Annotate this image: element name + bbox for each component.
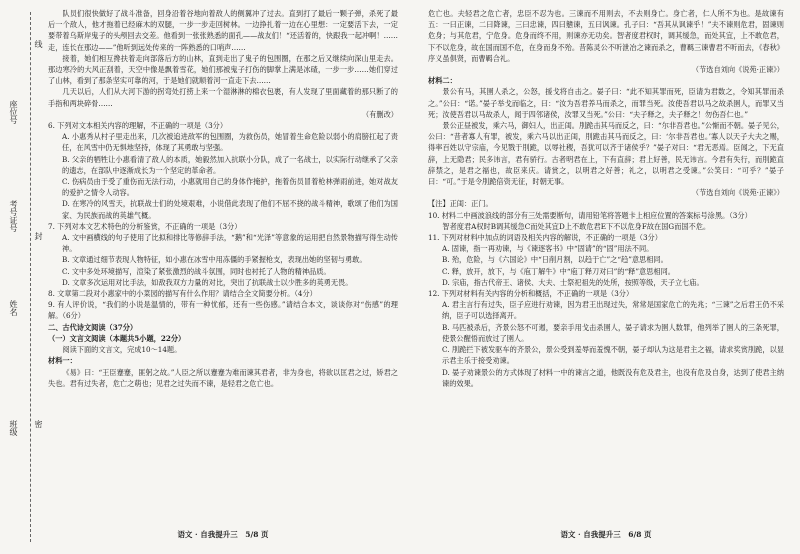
section-heading: 二、古代诗文阅读（37分）	[48, 322, 138, 332]
seal-char-2: 封	[34, 232, 43, 240]
q12-option-a: A. 君主言行有过失，臣子应进行劝谏，因为君王出现过失，常常是国家危亡的先兆；“三谏”之后君王仍不采纳，臣子可以选择离开。	[442, 300, 784, 321]
story-paragraph-2: 接着，她们相互搀扶着走向部落后方的山林，直到走出了鬼子的包围圈，在那之后又继续向深山里走去。那边寒冷的大风正刮着，天空中像是飘着雪花，她们那被鬼子打伤的脚掌上满是冰碴，一步一步……她们穿过了山林，看到了那条坚实可靠的河，于是她们就顺着河一直走下去……	[48, 53, 398, 86]
name-label: 姓名	[9, 300, 18, 316]
page-5	[48, 8, 398, 540]
q12-option-d: D. 晏子劝谏景公的方式体现了材料一中的谏言之道，他既没有危及君主，也没有危及自身，达到了使君主纳谏的效果。	[442, 367, 784, 388]
seal-line	[30, 12, 31, 542]
question-12: 12. 下列对材料有关内容的分析和概括，不正确的一项是（3分）	[428, 289, 634, 299]
q11-option-d: D. 宗庙，指古代帝王、诸侯、大夫、士祭祀祖先的处所，按照等级，天子立七庙。	[442, 277, 704, 287]
source-2: （节选自刘向《说苑·正谏》）	[691, 188, 784, 198]
q12-option-b: B. 马匹被杀后，齐景公怒不可遏，要亲手用戈击杀圉人，晏子请求为圉人数罪，他列举了圉人的三条死罪，使景公醒悟而放过了圉人。	[442, 322, 784, 343]
question-6: 6. 下列对文本相关内容的理解，不正确的一项是（3分）	[48, 121, 228, 131]
question-10: 10. 材料二中画波浪线的部分有三处需要断句，请用铅笔将答题卡上相应位置的答案标号涂黑。（3分）	[428, 210, 752, 220]
question-10-text: 智者度君A权时B调其缓急C而处其宜D上不敢危君E下不以危身F故在国G而国不危。	[442, 221, 711, 231]
q6-option-d: D. 在寒冷的风雪天，抗联战士们的处境艰难，小说借此表现了他们不屈不挠的战斗精神，歌颂了他们为国家、为民族而战的英雄气概。	[62, 199, 398, 220]
reading-instruction: 阅读下面的文言文，完成10～14题。	[62, 345, 182, 355]
material-2-title: 材料二：	[428, 76, 457, 86]
story-paragraph-3: 几天以后，人们从大河下游的拐弯处打捞上来一个湿淋淋的棉衣包裹，有人发现了里面藏着的那只断了的手指和两块碎骨……	[48, 87, 398, 108]
q7-option-d: D. 文章多次运用对比手法，如敌我双方力量的对比，突出了抗联战士以少胜多的英勇无畏。	[62, 277, 353, 287]
material-1-paragraph: 《易》曰：“王臣蹇蹇，匪躬之故。”人臣之所以蹇蹇为难而谏其君者，非为身也，将欲以匡君之过，矫君之失也。君有过失者，危亡之萌也；见君之过失而不谏，是轻君之危亡也。	[48, 367, 398, 388]
question-8: 8. 文章第二段对小惠家中的小菜园的描写有什么作用？请结合全文简要分析。（4分）	[48, 289, 317, 299]
q7-option-b: B. 文章通过细节表现人物特征，如小惠在冰雪中用冻僵的手紧握枪支，表现出她的坚韧与勇敢。	[62, 255, 367, 265]
q11-option-a: A. 固谏，指一再劝谏，与《谏逐客书》中“固请”的“固”用法不同。	[442, 244, 654, 254]
exam-number-label: 考号证号	[9, 200, 18, 232]
class-label: 班级	[9, 420, 18, 436]
annotation-note: 【注】正闺：正门。	[428, 199, 493, 209]
seat-label: 座位号	[9, 100, 18, 124]
q6-option-b: B. 父亲的牺牲让小惠看清了敌人的本质，她毅然加入抗联小分队，成了一名战士，以实际行动继承了父亲的遗志，在部队中逐渐成长为一个坚定的革命者。	[62, 154, 398, 175]
material-2-paragraph-2: 景公正昼被发，乘六马，御妇人，出正闺。刖跪击其马而反之，曰：“尔非吾君也。”公惭而不朝。晏子见公，公曰：“昔者寡人有罪，被发，乘六马以出正闺，刖跪击其马而反之，曰：‘尔非吾君也。’寡人以天子大夫之赐，得率百姓以守宗庙，今见戮于刖跪，以辱社稷，吾犹可以齐于诸侯乎？”晏子对曰：“君无恶焉。臣闻之，下无直辞，上无隐君；民多讳言，君有骄行。古者明君在上，下有直辞；君上好善，民无讳言。今君有失行，而刖跪直辞禁之，是君之福也，故臣来庆。请赏之，以明君之好善；礼之，以明君之受谏。”公笑曰：“可乎？”晏子曰：“可。”于是令刖跪倍资无征，时朝无事。	[428, 121, 784, 187]
page-footer-right: 语文 · 自我提升三 6/8 页	[560, 529, 652, 539]
source-note: （有删改）	[362, 109, 398, 119]
story-paragraph-1: 队员们很快做好了战斗准备，回身沿着谷地向着敌人的侧翼冲了过去。直到打了最后一颗子弹，杀死了最后一个敌人，他才拖着已经麻木的双腿，一步一步走回树林。一边挣扎着一边在心里想：一定要活下去，一定要带着乌斯岸鬼子的头颅回去交差。他看到一张张熟悉的面孔——战友们！“还活着的，快跟我一起冲啊！……走，连长在那边——”他听到远处传来的一阵熟悉的口哨声……	[48, 9, 398, 52]
material-2-paragraph-1: 景公有马，其圉人杀之，公怒，援戈将自击之。晏子曰：“此不知其罪而死，臣请为君数之，令知其罪而杀之。”公曰：“诺。”晏子举戈而临之，曰：“汝为吾君养马而杀之，而罪当死。汝使吾君以马之故杀圉人，而罪又当死；汝使吾君以马故杀人，闻于四邻诸侯，汝罪又当死。”公曰：“夫子释之，夫子释之！勿伤吾仁也。”	[428, 87, 784, 119]
subsection-heading: （一）文言文阅读（本题共5小题，22分）	[48, 333, 186, 343]
binding-margin	[0, 0, 43, 554]
seal-char-1: 线	[34, 40, 43, 48]
question-11: 11. 下列对材料中加点的词语及相关内容的解说，不正确的一项是（3分）	[428, 233, 662, 243]
page-footer-left: 语文 · 自我提升三 5/8 页	[177, 529, 269, 539]
source-1: （节选自刘向《说苑·正谏》）	[691, 65, 784, 75]
q12-option-c: C. 刖跪拦下被发驱车的齐景公，景公受到羞辱而羞愧不朝，晏子却认为这是君主之福，请求奖赏刖跪，以显示君主乐于接受劝谏。	[442, 345, 784, 366]
q11-option-b: B. 殆，危险，与《六国论》中“日削月割，以趋于亡”之“趋”意思相同。	[442, 255, 668, 265]
q7-option-a: A. 文中画横线的句子使用了比拟和排比等修辞手法，“鹅”和“光泽”等意象的运用把自然景物描写得生动传神。	[62, 233, 398, 254]
page-6	[428, 8, 784, 540]
q7-option-c: C. 文中多处环境描写，渲染了紧张激烈的战斗氛围，同时也衬托了人物的精神品质。	[62, 266, 331, 276]
question-7: 7. 下列对本文艺术特色的分析鉴赏，不正确的一项是（3分）	[48, 221, 242, 231]
material-1-title: 材料一：	[48, 356, 77, 366]
q6-option-c: C. 伤病员由于受了重伤而无法行动，小惠就用自己的身体作掩护，拖着伤员冒着枪林弹雨前进，她对战友的爱护之情令人动容。	[62, 177, 398, 198]
q11-option-c: C. 释，放开，放下，与《庖丁解牛》中“庖丁释刀对曰”的“释”意思相同。	[442, 266, 675, 276]
question-9: 9. 有人评价说，“我们的小说是温情的，带有一种忧郁，还有一些伤感。”请结合本文，谈谈你对“伤感”的理解。（6分）	[48, 300, 398, 321]
material-1-continued: 危亡也。夫轻君之危亡者，忠臣不忍为也。三谏而不用则去，不去则身亡。身亡者，仁人所不为也。是故谏有五：一曰正谏，二曰降谏，三曰忠谏，四曰戆谏，五曰讽谏。孔子曰：“吾其从讽谏乎！”夫不谏则危君，固谏则危身；与其危君，宁危身。危身而终不用，则谏亦无功矣。智者度君权时，调其缓急，而处其宜，上不敢危君，下不以危身，故在国而国不危，在身而身不殆。昔陈灵公不听泄冶之谏而杀之，曹羁三谏曹君不听而去，《春秋》序义虽俱贤，而曹羁合礼。	[428, 9, 784, 63]
seal-char-3: 密	[34, 420, 43, 428]
q6-option-a: A. 小惠秀从村子里走出来，几次被追进敌军的包围圈，为救伤员，她冒着生命危险以弱小的肩膀扛起了责任，在风雪中仍无惧地坚持，体现了其勇敢与坚强。	[62, 132, 398, 153]
